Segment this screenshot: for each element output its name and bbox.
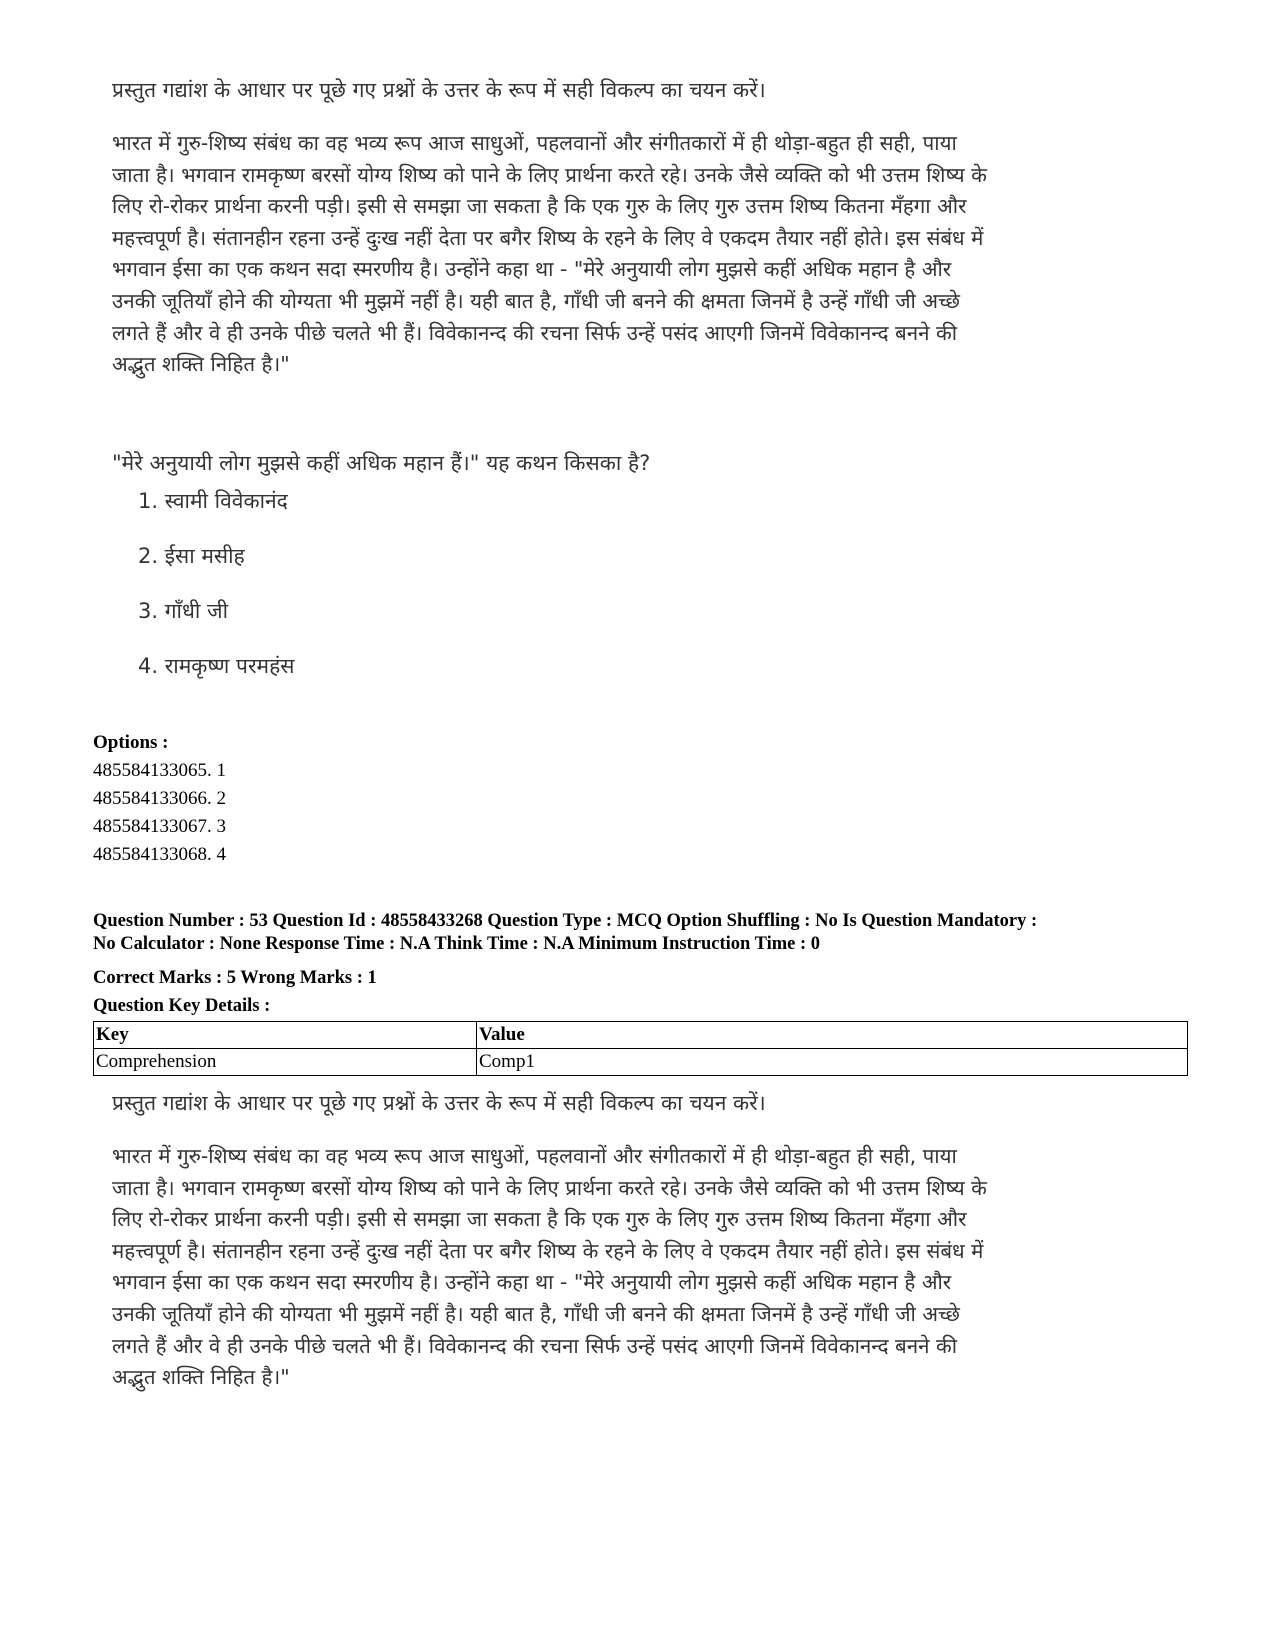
passage-line: महत्त्वपूर्ण है। संतानहीन रहना उन्हें दुःख नहीं देता पर बगैर शिष्य के रहने के लिए वे एकदम तैयार नहीं होते। इस संबंध में <box>112 225 984 250</box>
option-id-line: 485584133066. 2 <box>93 788 226 809</box>
passage-line: लिए रो-रोकर प्रार्थना करनी पड़ी। इसी से समझा जा सकता है कि एक गुरु के लिए गुरु उत्तम शिष्य कितना मँहगा और <box>112 194 967 219</box>
option-id-line: 485584133065. 1 <box>93 760 226 781</box>
passage-line: भगवान ईसा का एक कथन सदा स्मरणीय है। उन्होंने कहा था - "मेरे अनुयायी लोग मुझसे कहीं अधिक महान है और <box>112 257 952 282</box>
metadata-line: No Calculator : None Response Time : N.A Think Time : N.A Minimum Instruction Time : 0 <box>93 934 821 954</box>
choice-item: 4. रामकृष्ण परमहंस <box>138 654 295 678</box>
passage-line: लगते हैं और वे ही उनके पीछे चलते भी हैं। विवेकानन्द की रचना सिर्फ उन्हें पसंद आएगी जिनमें विवेकानन्द बनने की <box>112 1333 958 1358</box>
passage-line: जाता है। भगवान रामकृष्ण बरसों योग्य शिष्य को पाने के लिए प्रार्थना करते रहे। उनके जैसे व्यक्ति को भी उत्तम शिष्य के <box>112 162 987 187</box>
passage-line: भारत में गुरु-शिष्य संबंध का वह भव्य रूप आज साधुओं, पहलवानों और संगीतकारों में ही थोड़ा-बहुत ही सही, पाया <box>112 131 957 155</box>
marks-line: Correct Marks : 5 Wrong Marks : 1 <box>93 968 377 988</box>
choice-item: 1. स्वामी विवेकानंद <box>138 489 288 513</box>
instruction-text: प्रस्तुत गद्यांश के आधार पर पूछे गए प्रश्नों के उत्तर के रूप में सही विकल्प का चयन करें। <box>112 1091 766 1115</box>
passage-line: उनकी जूतियाँ होने की योग्यता भी मुझमें नहीं है। यही बात है, गाँधी जी बनने की क्षमता जिनमें है उन्हें गाँधी जी अच्छे <box>112 288 960 313</box>
key-details-table <box>93 1021 1188 1076</box>
choice-item: 3. गाँधी जी <box>138 599 229 623</box>
options-label: Options : <box>93 732 169 753</box>
question-text: "मेरे अनुयायी लोग मुझसे कहीं अधिक महान हैं।" यह कथन किसका है? <box>112 451 651 475</box>
table-row <box>94 1049 1188 1076</box>
passage-line: अद्भुत शक्ति निहित है।" <box>112 352 290 377</box>
comprehension-passage <box>112 1141 1172 1394</box>
comprehension-passage <box>112 128 1172 381</box>
option-id-line: 485584133068. 4 <box>93 844 226 865</box>
question-metadata <box>93 910 1203 956</box>
table-cell-key: Comprehension <box>94 1049 477 1076</box>
passage-line: महत्त्वपूर्ण है। संतानहीन रहना उन्हें दुःख नहीं देता पर बगैर शिष्य के रहने के लिए वे एकदम तैयार नहीं होते। इस संबंध में <box>112 1238 984 1263</box>
metadata-line: Question Number : 53 Question Id : 48558433268 Question Type : MCQ Option Shuffling : No Is Question Mandatory : <box>93 911 1038 931</box>
table-header-value: Value <box>477 1022 1188 1049</box>
passage-line: लिए रो-रोकर प्रार्थना करनी पड़ी। इसी से समझा जा सकता है कि एक गुरु के लिए गुरु उत्तम शिष्य कितना मँहगा और <box>112 1207 967 1232</box>
passage-line: जाता है। भगवान रामकृष्ण बरसों योग्य शिष्य को पाने के लिए प्रार्थना करते रहे। उनके जैसे व्यक्ति को भी उत्तम शिष्य के <box>112 1175 987 1200</box>
passage-line: भारत में गुरु-शिष्य संबंध का वह भव्य रूप आज साधुओं, पहलवानों और संगीतकारों में ही थोड़ा-बहुत ही सही, पाया <box>112 1144 957 1168</box>
instruction-text: प्रस्तुत गद्यांश के आधार पर पूछे गए प्रश्नों के उत्तर के रूप में सही विकल्प का चयन करें। <box>112 78 766 102</box>
passage-line: उनकी जूतियाँ होने की योग्यता भी मुझमें नहीं है। यही बात है, गाँधी जी बनने की क्षमता जिनमें है उन्हें गाँधी जी अच्छे <box>112 1301 960 1326</box>
choice-item: 2. ईसा मसीह <box>138 544 245 568</box>
table-cell-value: Comp1 <box>477 1049 1188 1076</box>
table-header-row <box>94 1022 1188 1049</box>
passage-line: भगवान ईसा का एक कथन सदा स्मरणीय है। उन्होंने कहा था - "मेरे अनुयायी लोग मुझसे कहीं अधिक महान है और <box>112 1270 952 1295</box>
passage-line: लगते हैं और वे ही उनके पीछे चलते भी हैं। विवेकानन्द की रचना सिर्फ उन्हें पसंद आएगी जिनमें विवेकानन्द बनने की <box>112 320 958 345</box>
passage-line: अद्भुत शक्ति निहित है।" <box>112 1365 290 1390</box>
table-header-key: Key <box>94 1022 477 1049</box>
key-details-label: Question Key Details : <box>93 996 271 1016</box>
option-id-line: 485584133067. 3 <box>93 816 226 837</box>
